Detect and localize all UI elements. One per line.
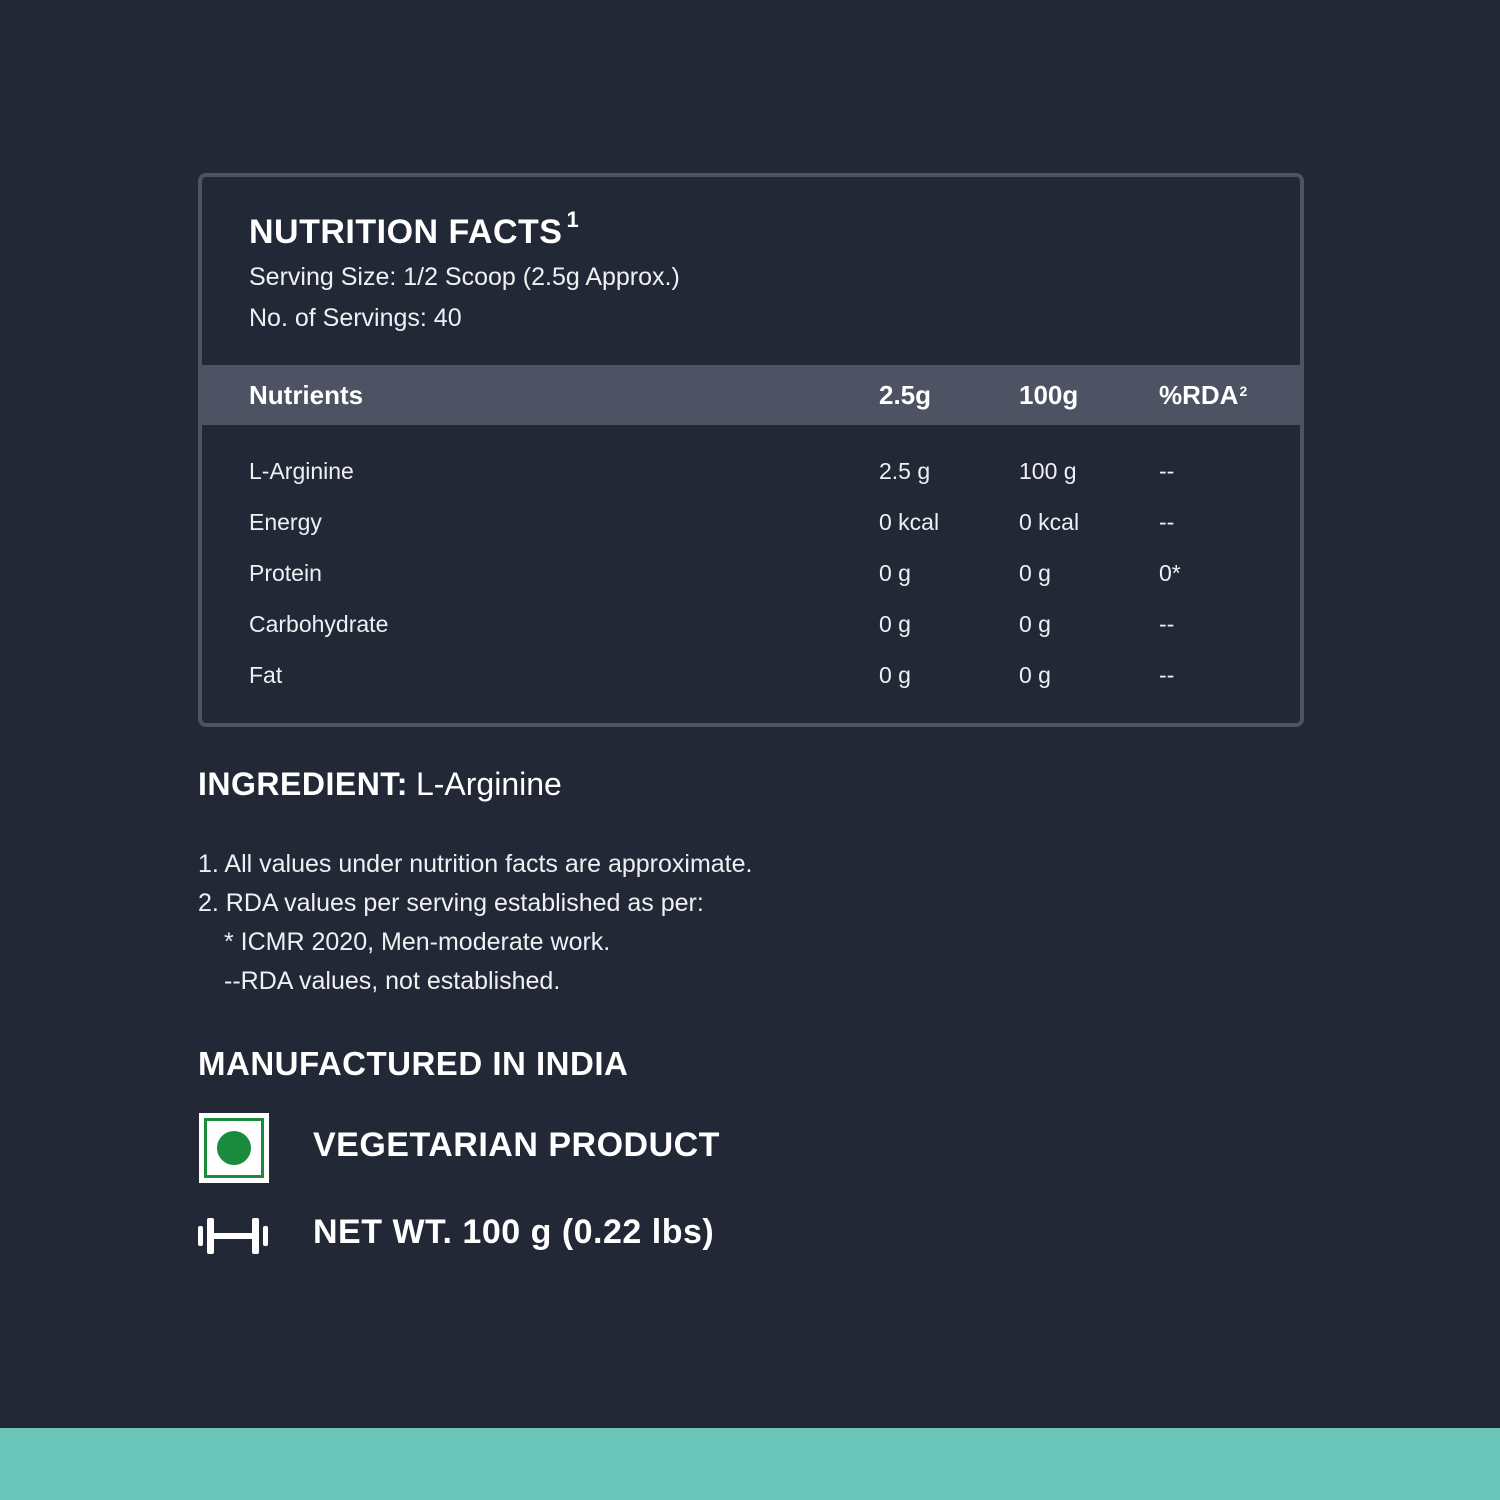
veg-mark-icon <box>199 1113 269 1183</box>
footnote-icmr: * ICMR 2020, Men-moderate work. <box>224 928 611 956</box>
value-per-serving: 0 g <box>879 560 911 586</box>
serving-size: Serving Size: 1/2 Scoop (2.5g Approx.) <box>249 263 680 291</box>
value-rda: -- <box>1159 509 1175 535</box>
footnote-2: 2. RDA values per serving established as per: <box>198 889 704 917</box>
value-per-100g: 0 g <box>1019 560 1051 586</box>
value-per-serving: 2.5 g <box>879 458 931 484</box>
header-per-100g: 100g <box>1019 380 1079 410</box>
manufactured-in-india: MANUFACTURED IN INDIA <box>198 1045 629 1082</box>
dumbbell-icon <box>198 1216 268 1256</box>
table-row <box>202 548 1300 599</box>
value-per-100g: 100 g <box>1019 458 1077 484</box>
nutrient-name: Energy <box>249 509 322 535</box>
vegetarian-product-label: VEGETARIAN PRODUCT <box>313 1126 720 1164</box>
value-rda: -- <box>1159 458 1175 484</box>
table-row <box>202 497 1300 548</box>
nutrition-facts-panel <box>198 173 1304 727</box>
value-per-serving: 0 g <box>879 662 911 688</box>
header-rda: %RDA$^2$ <box>1159 380 1248 410</box>
nutrient-name: Protein <box>249 560 322 586</box>
nutrient-name: Fat <box>249 662 283 688</box>
value-per-serving: 0 g <box>879 611 911 637</box>
value-rda: 0* <box>1159 560 1181 586</box>
veg-mark-border <box>204 1118 264 1178</box>
ingredient-line <box>198 766 562 803</box>
value-per-100g: 0 g <box>1019 662 1051 688</box>
table-row <box>202 599 1300 650</box>
ingredient-label: INGREDIENT: <box>198 766 408 802</box>
value-rda: -- <box>1159 611 1175 637</box>
value-per-serving: 0 kcal <box>879 509 940 535</box>
title-footnote-marker: 1 <box>566 207 580 232</box>
servings-count: No. of Servings: 40 <box>249 304 462 332</box>
header-serving: 2.5g <box>879 380 932 410</box>
header-nutrients: Nutrients <box>249 380 364 410</box>
footnote-rda-not-established: --RDA values, not established. <box>224 967 561 995</box>
table-row <box>202 446 1300 497</box>
footnote-1: 1. All values under nutrition facts are approximate. <box>198 850 753 878</box>
net-weight-label: NET WT. 100 g (0.22 lbs) <box>313 1213 715 1251</box>
nutrition-facts-title: NUTRITION FACTS $^1$ <box>249 207 580 251</box>
nutrient-name: Carbohydrate <box>249 611 389 637</box>
footer-band <box>0 1428 1500 1500</box>
rda-footnote-marker: 2 <box>1239 383 1248 399</box>
nutrient-name: L-Arginine <box>249 458 354 484</box>
table-row <box>202 650 1300 701</box>
value-rda: -- <box>1159 662 1175 688</box>
veg-mark-dot <box>217 1131 251 1165</box>
value-per-100g: 0 g <box>1019 611 1051 637</box>
value-per-100g: 0 kcal <box>1019 509 1080 535</box>
table-header <box>202 365 1300 425</box>
ingredient-value: L-Arginine <box>415 766 562 802</box>
